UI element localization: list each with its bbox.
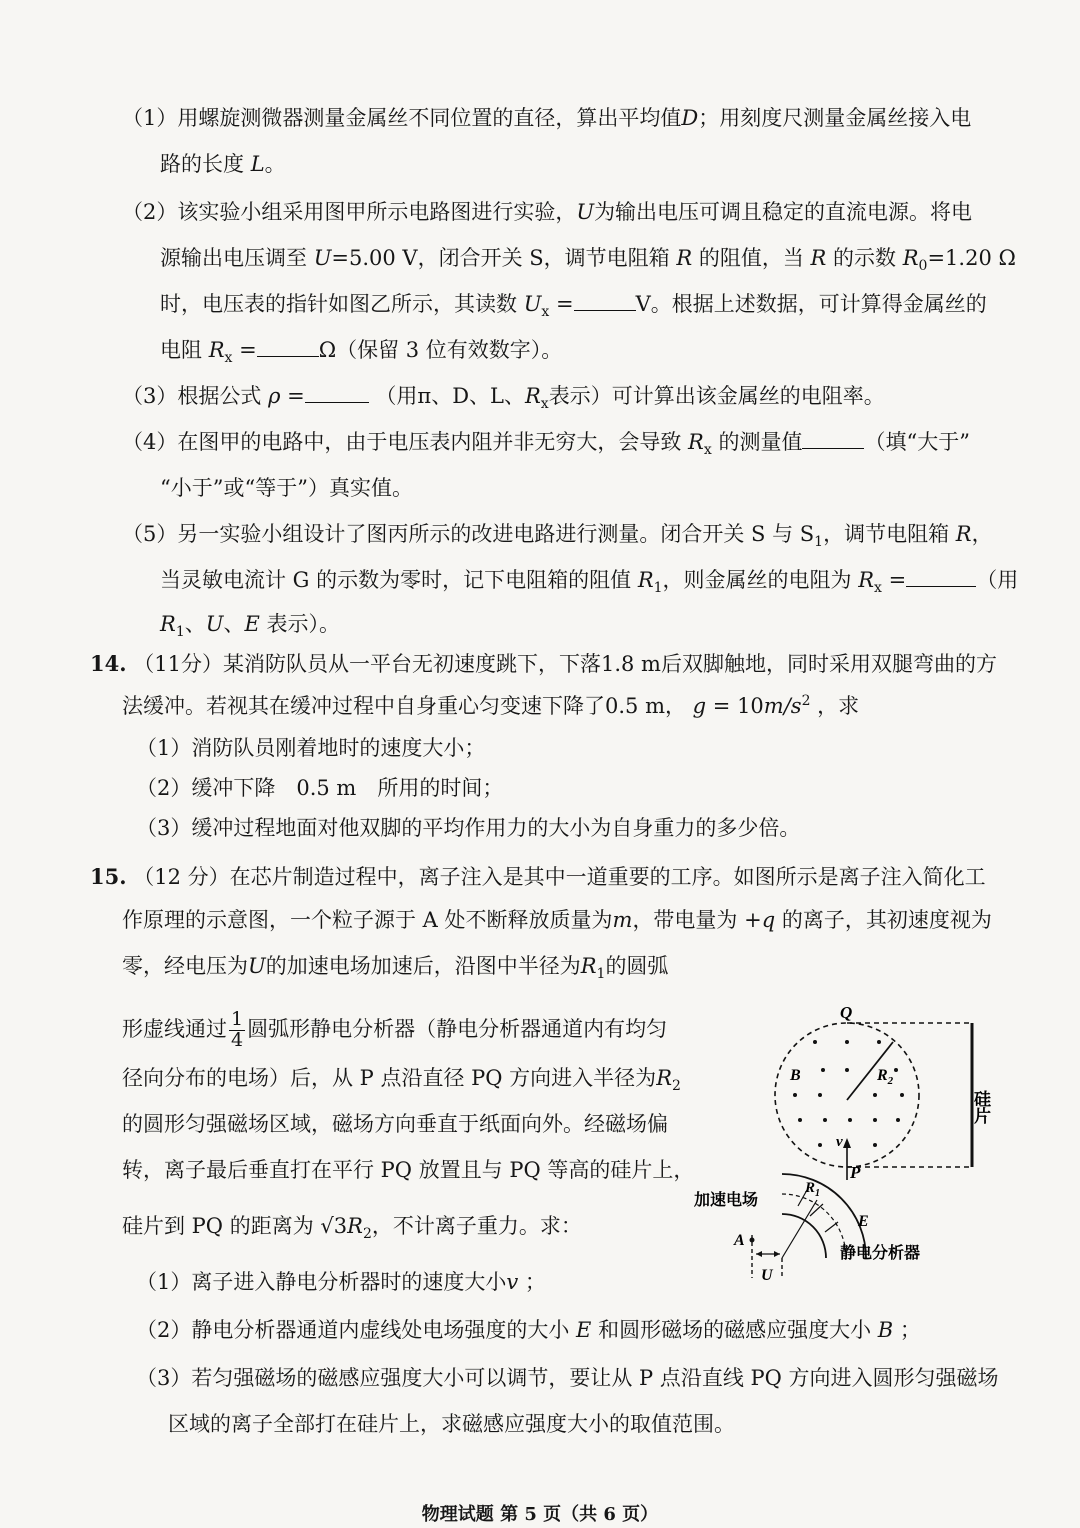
label-r2: $R_2$: [877, 1067, 894, 1087]
q14-number: 14.: [90, 651, 127, 676]
label-electrostatic-analyzer: 静电分析器: [840, 1243, 921, 1262]
q15-line1: 15. （12 分）在芯片制造过程中，离子注入是其中一道重要的工序。如图所示是离子注入简化工: [90, 864, 986, 889]
label-r1: $R_1$: [805, 1180, 821, 1199]
label-acceleration-field: 加速电场: [694, 1190, 759, 1209]
q15-sub1: （1）离子进入静电分析器时的速度大小v ；: [136, 1270, 546, 1294]
answer-blank-compare[interactable]: [802, 447, 864, 449]
point-a: [750, 1238, 755, 1243]
label-v: v: [836, 1134, 843, 1150]
q13-part1-line1: （1）用螺旋测微器测量金属丝不同位置的直径，算出平均值D；用刻度尺测量金属丝接入电: [122, 106, 972, 130]
q13-part2-line4: 电阻 $R_x = \Omega$（保留 3 位有效数字）。: [160, 338, 563, 367]
q15-sub2: （2）静电分析器通道内虚线处电场强度的大小 E 和圆形磁场的磁感应强度大小 B ；: [136, 1318, 921, 1342]
label-q: Q: [840, 1003, 853, 1022]
q13-part4-line1: （4）在图甲的电路中，由于电压表内阻并非无穷大，会导致 $R_x$ 的测量值 （填“大于”: [122, 430, 970, 459]
q13-part4-line2: “小于”或“等于”）真实值。: [160, 476, 413, 500]
q13-part5-line3: $R_1$、U、E 表示）。: [160, 612, 340, 641]
q13-part1-line2: 路的长度 L。: [160, 152, 286, 176]
q15-line6: 的圆形匀强磁场区域，磁场方向垂直于纸面向外。经磁场偏: [122, 1112, 668, 1136]
q14-line1: 14. （11分）某消防队员从一平台无初速度跳下，下落1.8 m后双脚触地，同时采用双腿弯曲的方: [90, 651, 997, 676]
fraction-quarter: $\frac{1}{4}$: [231, 1008, 244, 1051]
answer-blank-rho[interactable]: [305, 401, 369, 403]
page-footer: 物理试题 第 5 页（共 6 页）: [421, 1504, 659, 1525]
q14-sub2: （2）缓冲下降 0.5 m 所用的时间；: [136, 776, 504, 800]
q15-number: 15.: [90, 864, 127, 889]
label-p: P: [850, 1163, 861, 1182]
q15-sub3-line2: 区域的离子全部打在硅片上，求磁感应强度大小的取值范围。: [168, 1412, 735, 1436]
label-u: U: [761, 1267, 773, 1284]
label-a: A: [734, 1232, 745, 1249]
answer-blank-ux[interactable]: [574, 309, 636, 311]
label-silicon-wafer: 硅片: [970, 1090, 990, 1124]
q13-part5-line2: 当灵敏电流计 G 的示数为零时，记下电阻箱的阻值 $R_1$，则金属丝的电阻为 $R_x$ = （用: [160, 568, 1019, 597]
q15-line2: 作原理的示意图，一个粒子源于 A 处不断释放质量为m，带电量为 +q 的离子，其初速度视为: [122, 908, 992, 932]
q13-part2-line2: 源输出电压调至 U=5.00 V，闭合开关 S，调节电阻箱 R 的阻值，当 R 的示数 $R_0=1.20$ Ω: [160, 246, 1016, 275]
q15-line8: 硅片到 PQ 的距离为 $√3R_2$，不计离子重力。求：: [122, 1214, 582, 1243]
label-b: B: [790, 1067, 801, 1084]
q13-part5-line1: （5）另一实验小组设计了图丙所示的改进电路进行测量。闭合开关 S 与 $S_1$，调节电阻箱 R，: [122, 522, 993, 551]
q15-line7: 转，离子最后垂直打在平行 PQ 放置且与 PQ 等高的硅片上，: [122, 1158, 695, 1182]
q13-part2-line3: 时，电压表的指针如图乙所示，其读数 $U_x = V$。根据上述数据，可计算得金属丝的: [160, 292, 987, 321]
q13-part2-line1: （2）该实验小组采用图甲所示电路图进行实验，U为输出电压可调且稳定的直流电源。将电: [122, 200, 973, 224]
q15-line5: 径向分布的电场）后，从 P 点沿直径 PQ 方向进入半径为$R_2$: [122, 1066, 681, 1095]
q14-line2: 法缓冲。若视其在缓冲过程中自身重心匀变速下降了0.5 m， $g = 10m/s^2$ ，求: [122, 693, 860, 718]
q15-sub3-line1: （3）若匀强磁场的磁感应强度大小可以调节，要让从 P 点沿直线 PQ 方向进入圆形匀强磁场: [136, 1366, 999, 1390]
q14-sub1: （1）消防队员刚着地时的速度大小；: [136, 736, 486, 760]
label-e: E: [858, 1213, 869, 1230]
answer-blank-rx[interactable]: [257, 355, 319, 357]
q13-part3-line1: （3）根据公式 ρ = （用π、D、L、$R_x$表示）可计算出该金属丝的电阻率。: [122, 384, 885, 413]
q15-line4: 形虚线通过 $\frac{1}{4}$ 圆弧形静电分析器（静电分析器通道内有均匀: [122, 1008, 668, 1051]
ion-implantation-diagram: [690, 1000, 1020, 1290]
field-dots: [793, 1040, 904, 1147]
q15-line3: 零，经电压为U的加速电场加速后，沿图中半径为$R_1$的圆弧: [122, 954, 669, 983]
answer-blank-rx-formula[interactable]: [906, 585, 976, 587]
q14-sub3: （3）缓冲过程地面对他双脚的平均作用力的大小为自身重力的多少倍。: [136, 816, 801, 840]
